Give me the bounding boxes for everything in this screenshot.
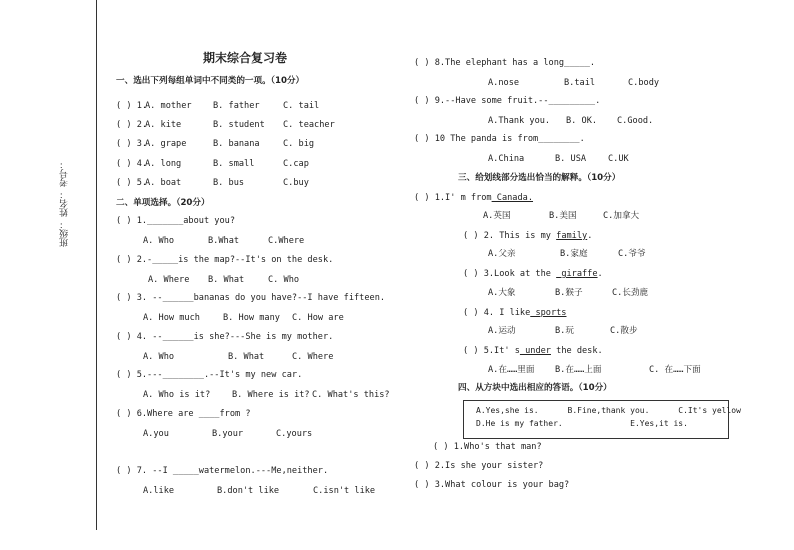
question-suffix: .	[587, 231, 593, 241]
question-text: ( ) 1.Who's that man?	[433, 442, 542, 452]
option-c: C. Where	[292, 352, 334, 362]
option-b: B. banana	[213, 139, 260, 149]
section1-heading: 一、选出下列每组单词中不同类的一项。（10分）	[116, 76, 305, 86]
option-a: A.运动	[488, 326, 516, 336]
option-a: A. mother	[145, 101, 192, 111]
option-b: B. student	[213, 120, 265, 130]
question-text	[463, 346, 603, 357]
option-c: C.Good.	[617, 116, 654, 126]
student-info-label: 班级： 姓名： 考号：	[60, 160, 70, 247]
option-b: B. What	[208, 275, 245, 285]
question-prefix: ( ) 4. I like	[463, 308, 531, 318]
question-text: ( ) 10 The panda is from________.	[414, 134, 585, 144]
section2-heading: 二、单项选择。（20分）	[116, 198, 210, 208]
option-a: A.nose	[488, 78, 520, 88]
option-c: C.加拿大	[603, 211, 640, 221]
option-b: B.don't like	[217, 486, 280, 496]
option-b: B. What	[228, 352, 265, 362]
question-number: ( ) 5.	[116, 178, 148, 188]
choices-line-1: A.Yes,she is. B.Fine,thank you. C.It's yellow	[476, 406, 741, 415]
option-b: B.tail	[564, 78, 596, 88]
question-prefix: ( ) 2. This is my	[463, 231, 557, 241]
question-suffix: .	[597, 269, 603, 279]
question-suffix: the desk.	[550, 346, 603, 356]
section3-heading: 三、给划线部分选出恰当的解释。（10分）	[458, 173, 621, 183]
option-a: A. Who is it?	[143, 390, 211, 400]
option-a: A. How much	[143, 313, 200, 323]
question-text: ( ) 2.-_____is the map?--It's on the desk.	[116, 255, 334, 265]
option-c: C.散步	[610, 326, 638, 336]
question-text: ( ) 8.The elephant has a long_____.	[414, 58, 596, 68]
option-a: A. long	[145, 159, 182, 169]
underlined-word: family	[556, 231, 588, 241]
option-a: A. Who	[143, 352, 175, 362]
option-b: B.猴子	[555, 288, 583, 298]
answer-choices-box	[463, 400, 741, 439]
option-c: C. 在……下面	[649, 365, 701, 375]
margin-rule	[96, 0, 97, 530]
question-text: ( ) 3. --______bananas do you have?--I have fifteen.	[116, 293, 386, 303]
option-b: B.美国	[549, 211, 577, 221]
option-a: A. Who	[143, 236, 175, 246]
question-text: ( ) 4. --______is she?---She is my mother.	[116, 332, 334, 342]
question-prefix: ( ) 5.It' s	[463, 346, 520, 356]
option-c: C. teacher	[283, 120, 335, 130]
option-c: C.Where	[268, 236, 305, 246]
question-number: ( ) 2.	[116, 120, 148, 130]
question-text: ( ) 7. --I _____watermelon.---Me,neither.	[116, 466, 329, 476]
option-c: C.body	[628, 78, 660, 88]
option-a: A. Where	[148, 275, 190, 285]
question-prefix: ( ) 1.I' m from	[414, 193, 492, 203]
option-c: C. tail	[283, 101, 320, 111]
underlined-word: under	[519, 346, 551, 356]
question-text: ( ) 2.Is she your sister?	[414, 461, 544, 471]
option-c: C.爷爷	[618, 249, 646, 259]
option-b: B. How many	[223, 313, 280, 323]
option-b: B. Where is it?	[232, 390, 310, 400]
option-a: A. boat	[145, 178, 182, 188]
option-b: B.在……上面	[555, 365, 602, 375]
option-a: A.China	[488, 154, 525, 164]
question-text: ( ) 5.---________.--It's my new car.	[116, 370, 303, 380]
option-b: B. bus	[213, 178, 245, 188]
option-c: C. big	[283, 139, 315, 149]
option-a: A.Thank you.	[488, 116, 551, 126]
question-text: ( ) 9.--Have some fruit.--_________.	[414, 96, 601, 106]
question-number: ( ) 3.	[116, 139, 148, 149]
option-c: C.UK	[608, 154, 629, 164]
underlined-word: Canada.	[491, 193, 534, 203]
section4-heading: 四、从方块中选出相应的答语。（10分）	[458, 383, 612, 393]
option-b: B. USA	[555, 154, 587, 164]
option-b: B. small	[213, 159, 255, 169]
option-c: C.isn't like	[313, 486, 376, 496]
question-prefix: ( ) 3.Look at the	[463, 269, 557, 279]
option-b: B.What	[208, 236, 240, 246]
option-a: A.大象	[488, 288, 516, 298]
option-c: C.长劲鹿	[612, 288, 649, 298]
option-a: A.父亲	[488, 249, 516, 259]
question-text: ( ) 1._______about you?	[116, 216, 235, 226]
option-a: A. grape	[145, 139, 187, 149]
underlined-word: sports	[530, 308, 567, 318]
option-b: B.玩	[555, 326, 574, 336]
underlined-word: giraffe	[556, 269, 598, 279]
option-c: C. How are	[292, 313, 344, 323]
option-b: B.your	[212, 429, 244, 439]
option-c: C. What's this?	[312, 390, 390, 400]
option-b: B.家庭	[560, 249, 588, 259]
question-text	[463, 269, 603, 280]
question-text	[414, 193, 533, 204]
question-text	[463, 231, 592, 242]
option-a: A. kite	[145, 120, 182, 130]
option-a: A.you	[143, 429, 169, 439]
option-b: B. OK.	[566, 116, 598, 126]
question-number: ( ) 1.	[116, 101, 148, 111]
question-text: ( ) 6.Where are ____from ?	[116, 409, 251, 419]
option-c: C.cap	[283, 159, 309, 169]
option-a: A.like	[143, 486, 175, 496]
page-title: 期末综合复习卷	[203, 51, 288, 65]
question-text: ( ) 3.What colour is your bag?	[414, 480, 570, 490]
question-text	[463, 308, 566, 319]
option-a: A.在……里面	[488, 365, 535, 375]
option-c: C.yours	[276, 429, 313, 439]
option-b: B. father	[213, 101, 260, 111]
option-c: C.buy	[283, 178, 309, 188]
choices-line-2: D.He is my father. E.Yes,it is.	[476, 419, 688, 428]
question-number: ( ) 4.	[116, 159, 148, 169]
option-c: C. Who	[268, 275, 300, 285]
option-a: A.英国	[483, 211, 511, 221]
